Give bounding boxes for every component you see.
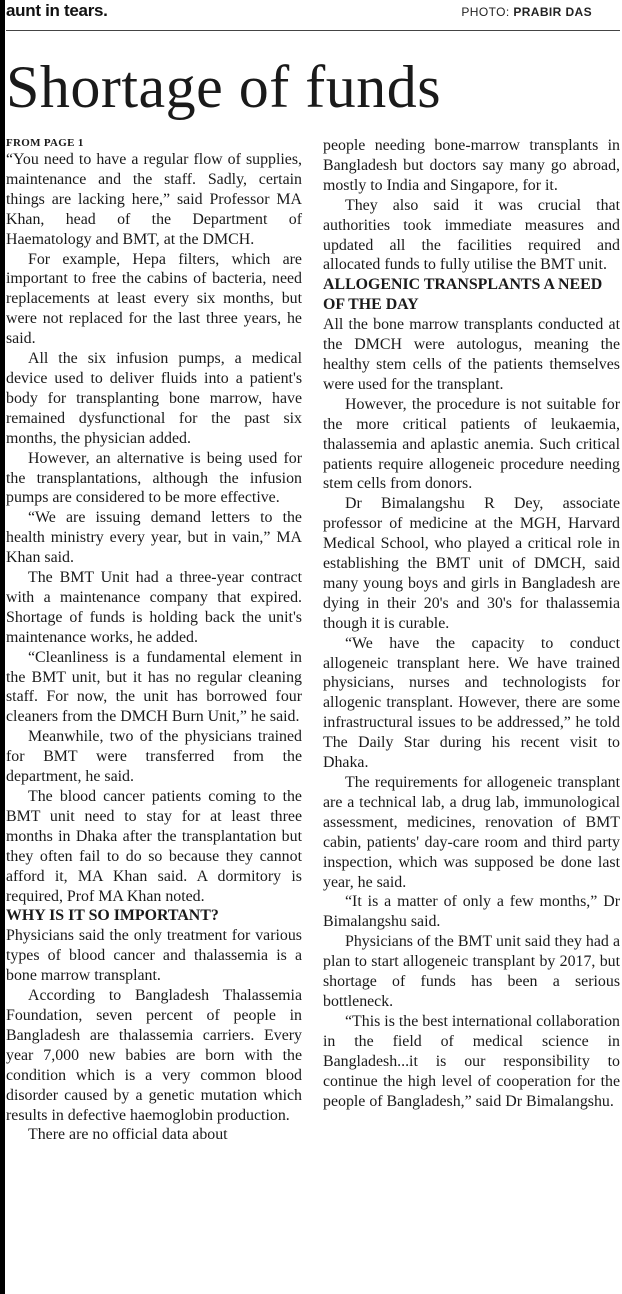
paragraph: For example, Hepa filters, which are important to free the cabins of bacteria, need replacements at least every six months, but were not replaced for the last three years, he said. <box>6 250 302 348</box>
paragraph: The BMT Unit had a three-year contract with a maintenance company that expired. Shortage of funds is holding back the unit's maintenance works, he added. <box>6 569 302 646</box>
paragraph: However, an alternative is being used for the transplantations, although the infusion pumps are considered to be more effective. <box>6 449 302 507</box>
left-column <box>6 136 302 1145</box>
paragraph: All the six infusion pumps, a medical device used to deliver fluids into a patient's body for transplanting bone marrow, have remained dysfunctional for the past six months, the physician added. <box>6 350 302 447</box>
photographer-name: PRABIR DAS <box>513 5 592 19</box>
paragraph: Meanwhile, two of the physicians trained for BMT were transferred from the department, he said. <box>6 728 302 786</box>
paragraph: Dr Bimalangshu R Dey, associate professor of medicine at the MGH, Harvard Medical School, who played a critical role in establishing the BMT unit of DMCH, said many young boys and girls in Bangladesh are dying in their 20's and 30's for thalassemia though it is curable. <box>323 495 620 632</box>
jump-line: FROM PAGE 1 <box>6 137 84 149</box>
paragraph: The blood cancer patients coming to the BMT unit need to stay for at least three months in Dhaka after the transplantation but they often fail to do so because they cannot afford it, MA Khan said. A dormitory is required, Prof MA Khan noted. <box>6 788 302 905</box>
subheading: WHY IS IT SO IMPORTANT? <box>6 907 219 925</box>
subheading: ALLOGENIC TRANSPLANTS A NEED OF THE DAY <box>323 276 603 314</box>
right-column <box>323 136 620 1111</box>
paragraph: According to Bangladesh Thalassemia Foundation, seven percent of people in Bangladesh are thalassemia carriers. Every year 7,000 new babies are born with the condition which is a very common blood disorder caused by a genetic mutation which results in defective haemoglobin production. <box>6 987 302 1124</box>
paragraph: All the bone marrow transplants conducted at the DMCH were autologus, meaning the healthy stem cells of the patients themselves were used for the transplant. <box>323 316 620 393</box>
paragraph: “It is a matter of only a few months,” Dr Bimalangshu said. <box>323 893 620 931</box>
headline: Shortage of funds <box>6 54 442 120</box>
paragraph: They also said it was crucial that authorities took immediate measures and updated all the facilities required and allocated funds to fully utilise the BMT unit. <box>323 196 620 274</box>
paragraph: Physicians said the only treatment for various types of blood cancer and thalassemia is a bone marrow transplant. <box>6 927 302 985</box>
paragraph: people needing bone-marrow transplants in Bangladesh but doctors say many go abroad, mostly to India and Singapore, for it. <box>323 137 620 194</box>
paragraph: The requirements for allogeneic transplant are a technical lab, a drug lab, immunological assessment, medicines, renovation of BMT cabin, patients' day-care room and third party inspection, which was supposed be done last year, he said. <box>323 774 620 891</box>
paragraph: Physicians of the BMT unit said they had a plan to start allogeneic transplant by 2017, but shortage of funds has been a serious bottleneck. <box>323 933 620 1010</box>
left-column-rule <box>0 0 5 1294</box>
top-divider <box>6 30 620 31</box>
photo-credit <box>461 4 592 20</box>
paragraph: However, the procedure is not suitable for the more critical patients of leukaemia, thalassemia and aplastic anemia. Such critical patients require allogeneic procedure needing stem cells from donors. <box>323 395 620 493</box>
photo-caption-tail: aunt in tears. <box>6 1 108 20</box>
paragraph: There are no official data about <box>28 1126 228 1144</box>
photo-caption-strip <box>6 0 618 26</box>
paragraph: “We are issuing demand letters to the health ministry every year, but in vain,” MA Khan said. <box>6 509 302 567</box>
photo-credit-label: PHOTO: <box>461 5 510 19</box>
paragraph: “You need to have a regular flow of supplies, maintenance and the staff. Sadly, certain things are lacking here,” said Professor MA Khan, head of the Department of Haematology and BMT, at the DMCH. <box>6 151 302 248</box>
paragraph: “We have the capacity to conduct allogeneic transplant here. We have trained physicians, nurses and technologists for allogenic transplant. However, there are some infrastructural issues to be addressed,” he told The Daily Star during his recent visit to Dhaka. <box>323 634 620 772</box>
paragraph: “Cleanliness is a fundamental element in the BMT unit, but it has no regular cleaning staff. For now, the unit has borrowed four cleaners from the DMCH Burn Unit,” he said. <box>6 648 302 726</box>
paragraph: “This is the best international collaboration in the field of medical science in Bangladesh...it is our responsibility to continue the high level of cooperation for the people of Bangladesh,” said Dr Bimalangshu. <box>323 1012 620 1110</box>
